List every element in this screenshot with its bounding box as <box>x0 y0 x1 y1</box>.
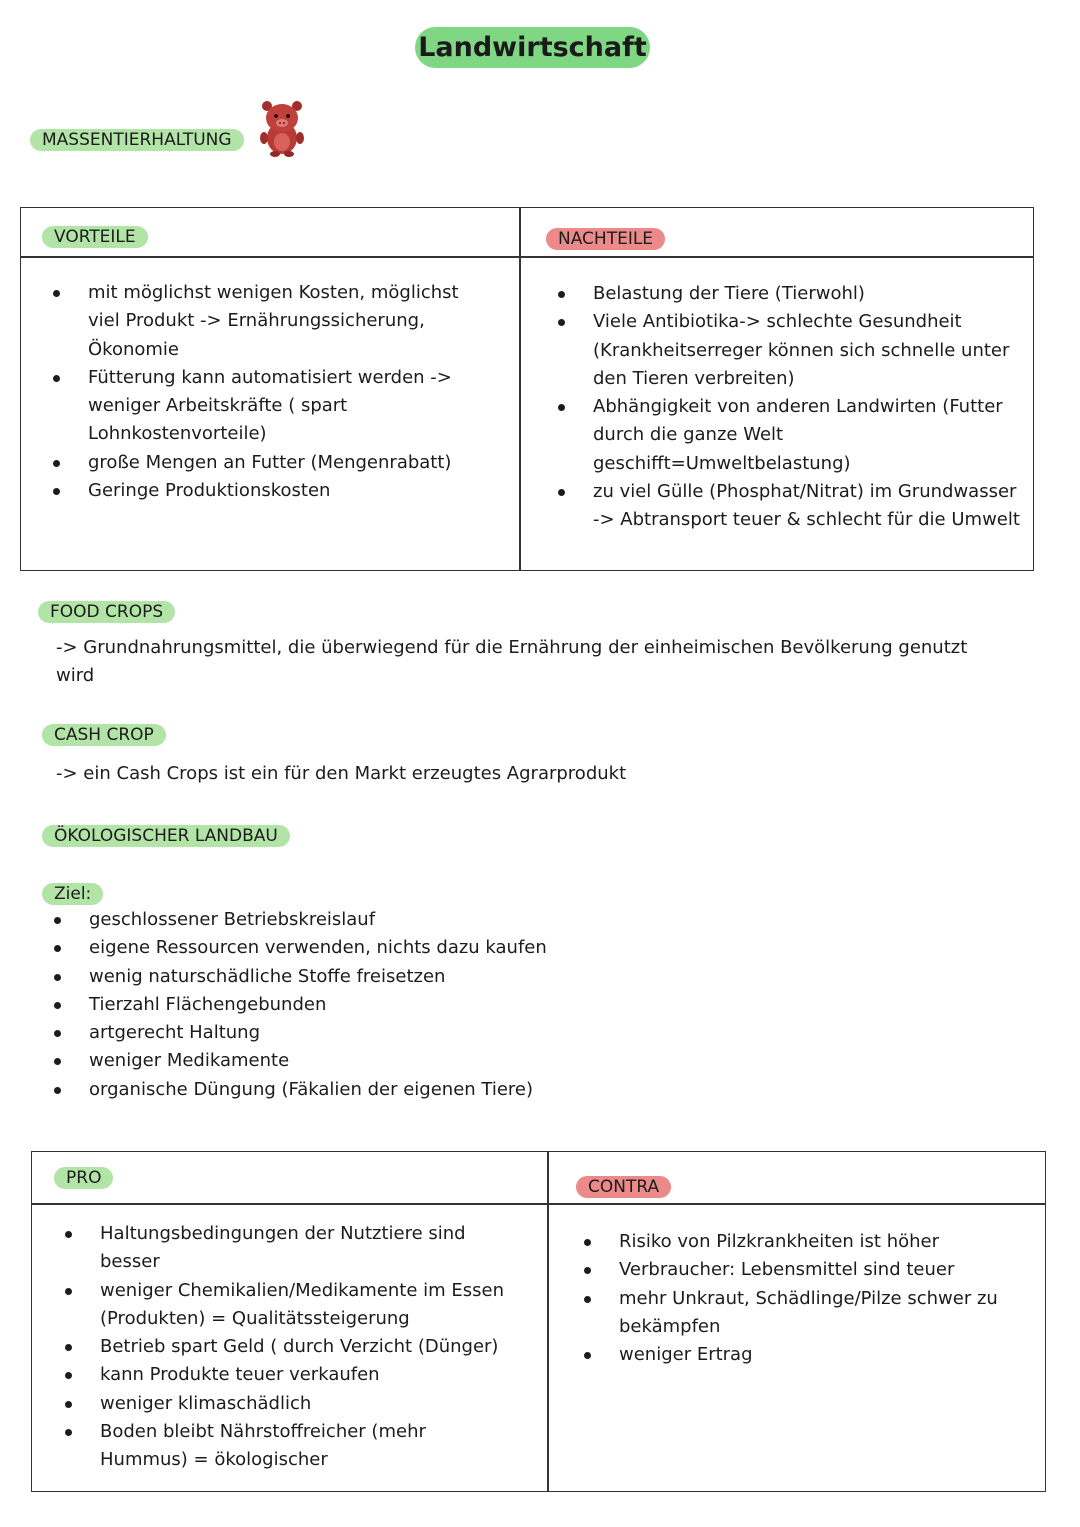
cash-crop-heading: CASH CROP <box>42 724 166 746</box>
list-item: Haltungsbedingungen der Nutztiere sind besser <box>58 1220 508 1277</box>
oekologisch-heading: ÖKOLOGISCHER LANDBAU <box>42 825 290 847</box>
page-title: Landwirtschaft <box>415 27 650 68</box>
list-item: kann Produkte teuer verkaufen <box>58 1361 508 1389</box>
list-item: wenig naturschädliche Stoffe freisetzen <box>47 963 607 991</box>
nachteile-list <box>551 280 1023 535</box>
list-item: Risiko von Pilzkrankheiten ist höher <box>577 1228 1027 1256</box>
food-crops-heading: FOOD CROPS <box>38 601 175 623</box>
list-item: Fütterung kann automatisiert werden -> weniger Arbeitskräfte ( spart Lohnkostenvorteile) <box>46 364 496 449</box>
food-crops-text: -> Grundnahrungsmittel, die überwiegend für die Ernährung der einheimischen Bevölkerung genutzt wird <box>56 637 968 686</box>
pro-list <box>58 1220 508 1475</box>
pig-icon <box>256 98 308 158</box>
list-item: Abhängigkeit von anderen Landwirten (Futter durch die ganze Welt geschifft=Umweltbelastung) <box>551 393 1023 478</box>
list-item: Viele Antibiotika-> schlechte Gesundheit (Krankheitserreger können sich schnelle unter den Tieren verbreiten) <box>551 308 1023 393</box>
list-item: weniger klimaschädlich <box>58 1390 508 1418</box>
vorteile-label: VORTEILE <box>42 226 148 248</box>
contra-list <box>577 1228 1027 1369</box>
list-item: Belastung der Tiere (Tierwohl) <box>551 280 1023 308</box>
contra-label: CONTRA <box>576 1176 671 1198</box>
list-item: mit möglichst wenigen Kosten, möglichst viel Produkt -> Ernährungssicherung, Ökonomie <box>46 279 496 364</box>
list-item: geschlossener Betriebskreislauf <box>47 906 607 934</box>
pro-label: PRO <box>54 1167 113 1189</box>
vorteile-list <box>46 279 496 505</box>
ziel-label: Ziel: <box>42 883 103 905</box>
list-item: Betrieb spart Geld ( durch Verzicht (Dünger) <box>58 1333 508 1361</box>
list-item: artgerecht Haltung <box>47 1019 607 1047</box>
list-item: eigene Ressourcen verwenden, nichts dazu kaufen <box>47 934 607 962</box>
cash-crop-text: -> ein Cash Crops ist ein für den Markt erzeugtes Agrarprodukt <box>56 763 627 784</box>
list-item: Tierzahl Flächengebunden <box>47 991 607 1019</box>
list-item: Geringe Produktionskosten <box>46 477 496 505</box>
list-item: organische Düngung (Fäkalien der eigenen Tiere) <box>47 1076 607 1104</box>
list-item: weniger Chemikalien/Medikamente im Essen (Produkten) = Qualitätssteigerung <box>58 1277 508 1334</box>
list-item: weniger Medikamente <box>47 1047 607 1075</box>
massentierhaltung-heading: MASSENTIERHALTUNG <box>30 129 244 151</box>
list-item: Boden bleibt Nährstoffreicher (mehr Hummus) = ökologischer <box>58 1418 508 1475</box>
list-item: zu viel Gülle (Phosphat/Nitrat) im Grundwasser -> Abtransport teuer & schlecht für die Umwelt <box>551 478 1023 535</box>
list-item: mehr Unkraut, Schädlinge/Pilze schwer zu bekämpfen <box>577 1285 1027 1342</box>
ziel-list <box>47 906 607 1104</box>
list-item: große Mengen an Futter (Mengenrabatt) <box>46 449 496 477</box>
list-item: Verbraucher: Lebensmittel sind teuer <box>577 1256 1027 1284</box>
nachteile-label: NACHTEILE <box>546 228 665 250</box>
list-item: weniger Ertrag <box>577 1341 1027 1369</box>
